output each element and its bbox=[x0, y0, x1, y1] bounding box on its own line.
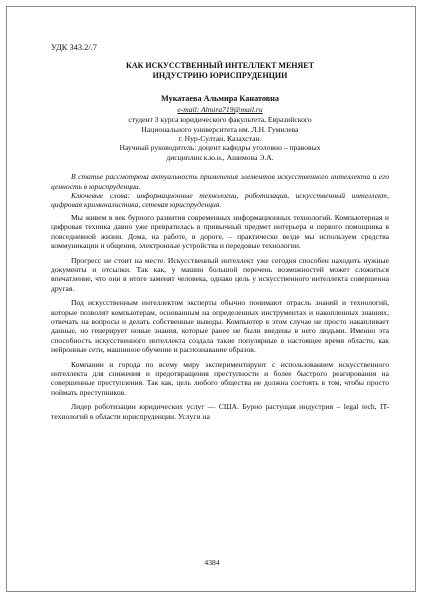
affiliation-line: Национального университета им. Л.Н. Гумилева bbox=[141, 124, 299, 134]
advisor bbox=[51, 143, 389, 162]
page-number: 4384 bbox=[204, 558, 220, 567]
author-name: Мукатаева Альмира Канатовна bbox=[161, 94, 279, 104]
affiliation bbox=[51, 115, 389, 143]
affiliation-line: г. Нур-Султан, Казахстан. bbox=[178, 134, 262, 144]
affiliation-line: студент 3 курса юридического факультета, Евразийского bbox=[128, 115, 312, 125]
article-title bbox=[51, 61, 389, 81]
body-paragraph: Мы живем в век бурного развития современных информационных технологий. Компьютерная и цифровая техника давно уже превратилась в привычный предмет интерьера и первого помощника в повседневной жизни. Дома, на работе, в дороге, – практически везде мы используем средства коммуникации и общения, электронные устройства и передовые технологии. bbox=[51, 212, 389, 251]
author-email: e-mail: Almira719@mail.ru bbox=[177, 104, 263, 114]
title-line: КАК ИСКУССТВЕННЫЙ ИНТЕЛЛЕКТ МЕНЯЕТ bbox=[126, 61, 314, 71]
body-paragraph: Прогресс не стоит на месте. Искусственный интеллект уже сегодня способен находить нужные документы и отсылки. Так как, у машин большой перечень возможностей может сложиться впечатление, что они в итоге заменят человека, однако цель у искусственного интеллекта совершенна другая. bbox=[51, 255, 389, 293]
body-paragraph: Лидер роботизации юридических услуг — США. Бурно растущая индустрия – legal tech, IT-технологий в области юриспруденции. Услуги на bbox=[51, 402, 389, 421]
udk-code: УДК 343.2/.7 bbox=[51, 43, 97, 52]
title-line: ИНДУСТРИЮ ЮРИСПРУДЕНЦИИ bbox=[152, 71, 288, 81]
body-paragraph: Компании и города по всему миру экспериментируют с использованием искусственного интеллекта для снижения и предотвращения преступности и более быстрого реагирования на совершенные преступления. Так как, цель любого общества не должна состоять в том, чтобы просто поймать преступников. bbox=[51, 359, 389, 397]
document-page bbox=[6, 6, 416, 592]
advisor-line: Научный руководитель: доцент кафедры уголовно – правовых bbox=[119, 143, 321, 153]
abstract: В статье рассмотрена актуальность применения элементов искусственного интеллекта и его ценность в юриспруденции. bbox=[51, 172, 389, 191]
keywords: Ключевые слова: информационные технологии, роботизация, искусственный интеллект, цифровая криминалистика, сетевая юриспруденция. bbox=[51, 191, 389, 210]
article-content bbox=[51, 43, 389, 426]
body-paragraph: Под искусственным интеллектом эксперты обычно понимают отрасль знаний и технологий, которые позволят компьютерам, основанным на определенных инструментах и накопленных знаниях, отвечать на вопросы и делать собственные выводы. Компьютер в этом случае не просто накапливает данные, но генерирует новые знания, которые ранее не были введены в него людьми. Именно эта способность искусственного интеллекта создала такие популярные в настоящее время области, как нейронные сети, машинное обучение и распознавание образов. bbox=[51, 298, 389, 355]
advisor-line: дисциплин к.ю.н., Ашимова Э.А. bbox=[166, 152, 274, 162]
